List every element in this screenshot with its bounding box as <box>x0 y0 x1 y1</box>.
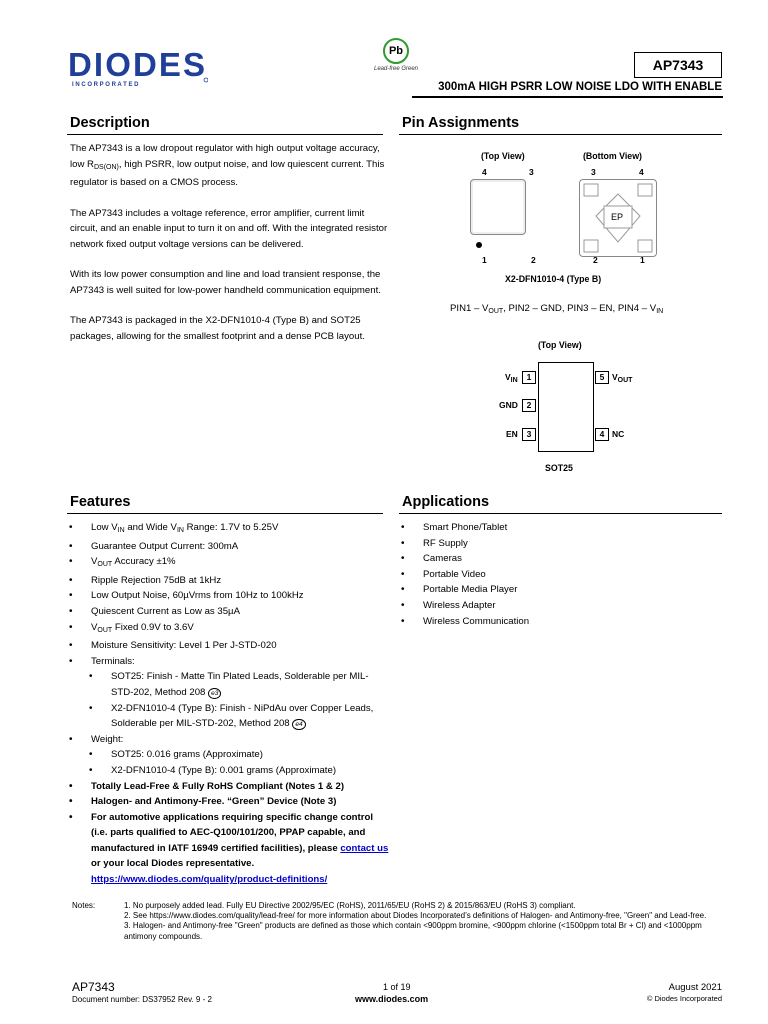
application-item: • RF Supply <box>401 536 721 552</box>
description-paragraph-2: The AP7343 includes a voltage reference, error amplifier, current limit circuit, and an enable input to turn it on and off. With the integrated resistor network fixed output voltage versions can be delivered. <box>70 207 388 250</box>
note-1: 1. No purposely added lead. Fully EU Directive 2002/95/EC (RoHS), 2011/65/EU (RoHS 2) & 2015/863/EU (RoHS 3) compliant. <box>124 901 576 910</box>
description-paragraph-3: With its low power consumption and line and load transient response, the AP7343 is well suited for low-power handheld communication equipment. <box>70 269 381 296</box>
application-item: • Smart Phone/Tablet <box>401 520 721 536</box>
e4-icon: e4 <box>292 719 305 730</box>
pin-assignments-rule <box>399 134 722 135</box>
footer-document-number: Document number: DS37952 Rev. 9 - 2 <box>72 995 212 1004</box>
pin1-dot <box>476 242 482 248</box>
dfn-top-pin3: 3 <box>529 167 534 177</box>
footer-copyright: © Diodes Incorporated <box>646 994 722 1003</box>
notes-label: Notes: <box>72 901 96 910</box>
footer-page-number: 1 of 19 <box>383 982 411 992</box>
feature-item: • Ripple Rejection 75dB at 1kHz <box>69 573 389 589</box>
application-item: • Wireless Communication <box>401 614 721 630</box>
dfn-top-package <box>470 179 526 235</box>
feature-item: • $V_{OUT}$ Fixed 0.9V to 3.6V <box>69 620 389 639</box>
description-body <box>70 141 388 359</box>
document-subtitle: 300mA HIGH PSRR LOW NOISE LDO WITH ENABLE <box>438 81 722 93</box>
sot-pin1: 1 <box>522 371 536 384</box>
feature-item: • Low Output Noise, 60µVrms from 10Hz to 100kHz <box>69 588 389 604</box>
description-paragraph-1: The AP7343 is a low dropout regulator with high output voltage accuracy, low $R_{DS(ON)}$, high PSRR, low output noise, and low quiescent current. This regulator is based on a CMOS process. <box>70 143 385 188</box>
feature-item: • Totally Lead-Free & Fully RoHS Compliant (Notes 1 & 2) <box>69 779 389 795</box>
logo-wordmark: DIODES <box>68 48 204 83</box>
feature-item: • Weight: <box>69 732 389 748</box>
dfn-bottom-package <box>579 179 657 257</box>
note-3: 3. Halogen- and Antimony-free "Green" products are defined as those which contain <900ppm bromine, <900ppm chlorine (<1500ppm total Br + Cl) and <1000ppm antimony compounds. <box>124 921 702 941</box>
logo-sub: I N C O R P O R A T E D <box>72 82 139 88</box>
applications-heading: Applications <box>402 494 490 510</box>
features-rule <box>67 513 383 514</box>
dfn-bottom-pads <box>580 180 656 256</box>
dfn-bottom-pin4: 4 <box>639 167 644 177</box>
pb-icon: Pb <box>383 38 409 64</box>
sot-vout-label: $V_{OUT}$ <box>612 372 633 384</box>
sot-pin5: 5 <box>595 371 609 384</box>
dfn-top-pin1: 1 <box>482 255 487 265</box>
diodes-logo <box>68 48 208 88</box>
applications-list <box>401 520 721 629</box>
feature-subitem: • SOT25: 0.016 grams (Approximate) <box>69 747 389 763</box>
application-item: • Portable Video <box>401 567 721 583</box>
description-heading: Description <box>70 115 150 131</box>
dfn-bottom-view-label: (Bottom View) <box>583 151 642 161</box>
feature-item: • Low $V_{IN}$ and Wide $V_{IN}$ Range: 1.7V to 5.25V <box>69 520 389 539</box>
description-rule <box>67 134 383 135</box>
dfn-bottom-pin3: 3 <box>591 167 596 177</box>
dfn-top-view-label: (Top View) <box>481 151 525 161</box>
application-item: • Wireless Adapter <box>401 598 721 614</box>
sot-en-label: EN <box>506 429 518 439</box>
applications-rule <box>399 513 722 514</box>
sot-top-view-label: (Top View) <box>538 340 582 350</box>
feature-item: • Terminals: <box>69 654 389 670</box>
dfn-caption: X2-DFN1010-4 (Type B) <box>505 274 602 284</box>
sot25-package <box>538 362 594 452</box>
product-definitions-link[interactable]: https://www.diodes.com/quality/product-definitions/ <box>91 874 328 886</box>
part-number-box: AP7343 <box>634 52 722 78</box>
footer-part-number: AP7343 <box>72 980 115 994</box>
feature-subitem: • X2-DFN1010-4 (Type B): Finish - NiPdAu over Copper Leads, Solderable per MIL-STD-202, Method 208 e4 <box>69 701 389 732</box>
sot-pin2: 2 <box>522 399 536 412</box>
contact-us-link[interactable]: contact us <box>340 842 389 854</box>
feature-item: • Halogen- and Antimony-Free. “Green” Device (Note 3) <box>69 794 389 810</box>
notes-section <box>72 901 722 942</box>
feature-item: • $V_{OUT}$ Accuracy ±1% <box>69 554 389 573</box>
note-2: 2. See https://www.diodes.com/quality/lead-free/ for more information about Diodes Incorporated’s definitions of Halogen- and Antimony-free, "Green" and Lead-free. <box>124 911 707 921</box>
feature-subitem: • X2-DFN1010-4 (Type B): 0.001 grams (Approximate) <box>69 763 389 779</box>
dfn-top-pin2: 2 <box>531 255 536 265</box>
ep-label: EP <box>611 212 624 222</box>
dfn-bottom-pin2: 2 <box>593 255 598 265</box>
sot-vin-label: $V_{IN}$ <box>505 372 518 384</box>
feature-subitem: • SOT25: Finish - Matte Tin Plated Leads, Solderable per MIL-STD-202, Method 208 e3 <box>69 669 389 700</box>
sot-gnd-label: GND <box>499 400 518 410</box>
application-item: • Portable Media Player <box>401 582 721 598</box>
feature-item: • Guarantee Output Current: 300mA <box>69 539 389 555</box>
lead-free-green-mark <box>368 38 424 78</box>
sot-caption: SOT25 <box>545 463 573 473</box>
features-heading: Features <box>70 494 131 510</box>
sot-pin4: 4 <box>595 428 609 441</box>
diodes-logo-graphic <box>68 48 208 90</box>
footer-date: August 2021 <box>668 982 722 993</box>
pb-caption: Lead-free Green <box>373 66 419 72</box>
dfn-pinout-text: $PIN1 - V_{OUT}$, PIN2 – GND, PIN3 – EN, $PIN4 - V_{IN}$ <box>450 303 664 315</box>
dfn-top-pin4: 4 <box>482 167 487 177</box>
footer-website: www.diodes.com <box>355 994 429 1004</box>
sot-nc-label: NC <box>612 429 625 439</box>
subtitle-rule <box>412 96 723 98</box>
pin-assignments-heading: Pin Assignments <box>402 115 520 131</box>
features-list <box>69 520 389 888</box>
dfn-bottom-pin1: 1 <box>640 255 645 265</box>
e3-icon: e3 <box>208 688 221 699</box>
description-paragraph-4: The AP7343 is packaged in the X2-DFN1010-4 (Type B) and SOT25 packages, allowing for the smallest footprint and a dense PCB layout. <box>70 315 365 342</box>
feature-item: • Quiescent Current as Low as 35µA <box>69 604 389 620</box>
application-item: • Cameras <box>401 551 721 567</box>
sot-pin3: 3 <box>522 428 536 441</box>
feature-item: • Moisture Sensitivity: Level 1 Per J-STD-020 <box>69 638 389 654</box>
feature-item: • For automotive applications requiring specific change control (i.e. parts qualified to AEC-Q100/101/200, PPAP capable, and manufactured in IATF 16949 certified facilities), please contact us or your local Diodes representative. https://www.diodes.com/quality/product-definitions/ <box>69 810 389 888</box>
